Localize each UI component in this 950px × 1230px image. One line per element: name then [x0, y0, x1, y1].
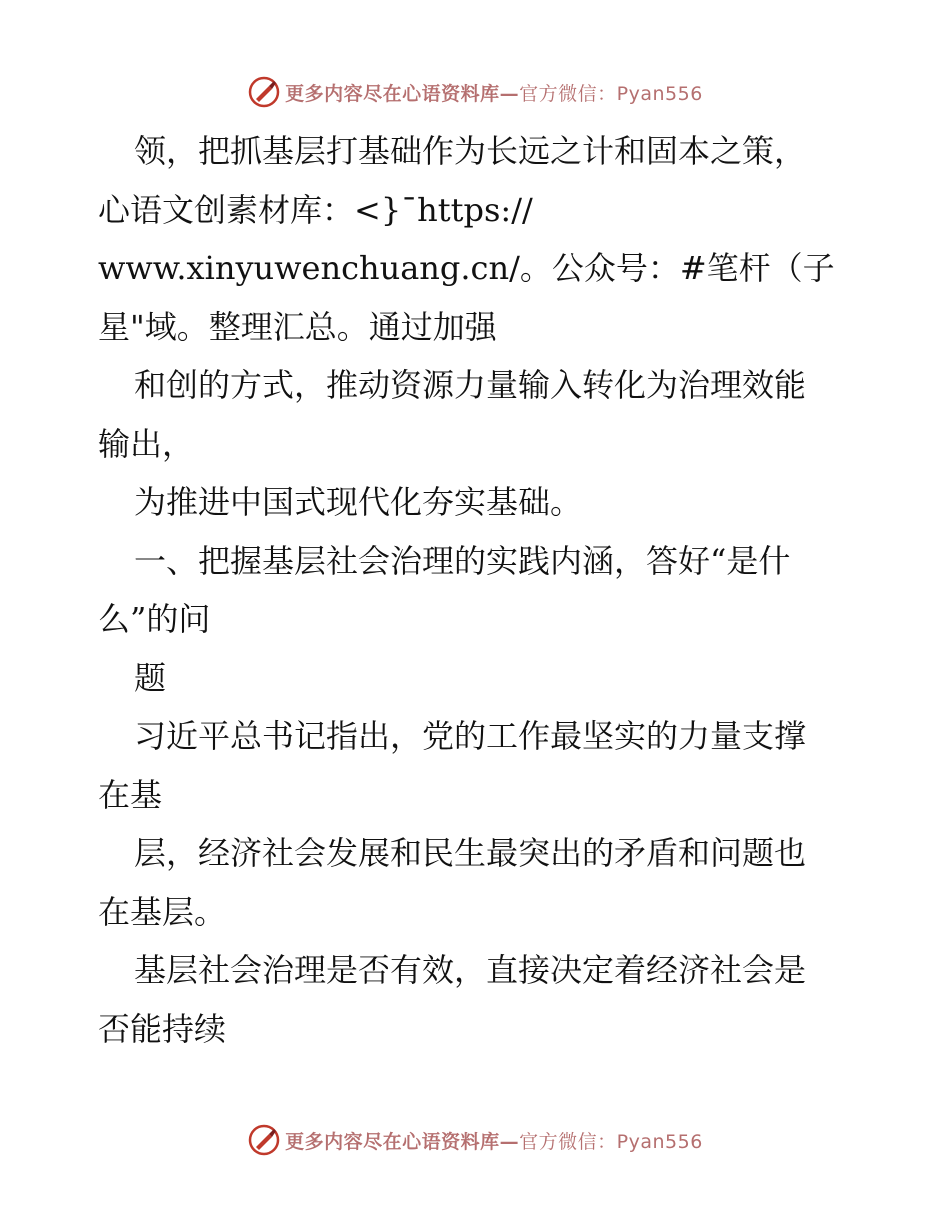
text-line: 题 — [134, 658, 167, 697]
pen-logo-icon — [247, 75, 281, 109]
document-body — [98, 122, 858, 1058]
text-line: 习近平总书记指出，党的工作最坚实的力量支撑 — [134, 717, 807, 755]
text-line: 为推进中国式现代化夯实基础。 — [134, 483, 583, 521]
text-line: 和创的方式，推动资源力量输入转化为治理效能 — [134, 366, 807, 404]
text-line: 层，经济社会发展和民生最突出的矛盾和问题也 — [134, 834, 807, 872]
text-line: 领，把抓基层打基础作为长远之计和固本之策， — [134, 132, 807, 170]
text-line: 输出， — [98, 424, 195, 463]
text-line: 在基 — [98, 775, 163, 814]
text-line: 星"域。整理汇总。通过加强 — [98, 307, 497, 346]
text-line: 心语文创素材库：<}¯https:// — [98, 190, 533, 229]
text-line: www.xinyuwenchuang.cn/。公众号：#笔杆（子 — [98, 249, 835, 287]
pen-logo-icon — [247, 1123, 281, 1157]
section-heading: 一、把握基层社会治理的实践内涵，答好“是什 — [134, 541, 791, 580]
footer-banner-text: 更多内容尽在心语资料库—官方微信：Pyan556 — [285, 1130, 703, 1153]
text-line: 基层社会治理是否有效，直接决定着经济社会是 — [134, 951, 807, 989]
text-line: 否能持续 — [98, 1009, 227, 1048]
footer-watermark — [0, 1120, 950, 1160]
header-watermark — [0, 72, 950, 112]
text-line: 在基层。 — [98, 892, 227, 931]
header-banner-text: 更多内容尽在心语资料库—官方微信：Pyan556 — [285, 82, 703, 105]
text-line: 么”的问 — [98, 600, 211, 638]
